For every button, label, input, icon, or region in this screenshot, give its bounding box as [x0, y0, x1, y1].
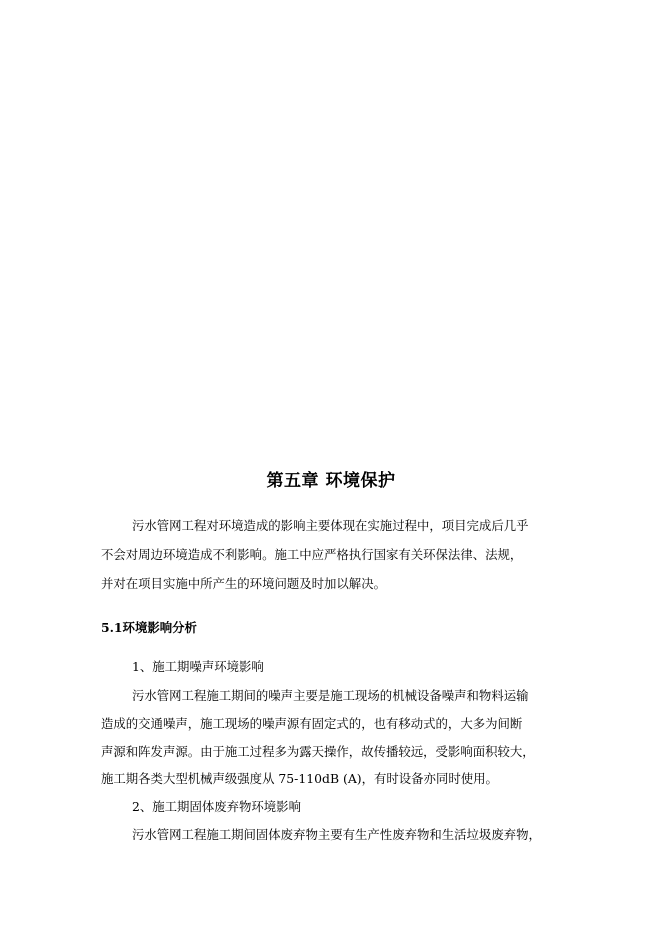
intro-line-2: 不会对周边环境造成不利影响。施工中应严格执行国家有关环保法律、法规， — [101, 547, 523, 562]
section-heading-5-1: 5.1环境影响分析 — [101, 620, 197, 635]
item-1-line-1: 污水管网工程施工期间的噪声主要是施工现场的机械设备噪声和物料运输 — [132, 688, 529, 703]
intro-line-1: 污水管网工程对环境造成的影响主要体现在实施过程中，项目完成后几乎 — [132, 518, 529, 533]
item-1-title: 1、施工期噪声环境影响 — [132, 659, 264, 674]
item-2-title: 2、施工期固体废弃物环境影响 — [132, 799, 301, 814]
item-1-line-4: 施工期各类大型机械声级强度从 75-110dB (A)，有时设备亦同时使用。 — [101, 771, 498, 786]
item-2-line-1: 污水管网工程施工期间固体废弃物主要有生产性废弃物和生活垃圾废弃物， — [132, 827, 541, 842]
intro-line-3: 并对在项目实施中所产生的环境问题及时加以解决。 — [101, 576, 386, 591]
item-1-line-3: 声源和阵发声源。由于施工过程多为露天操作，故传播较远，受影响面积较大， — [101, 744, 535, 759]
item-1-line-2: 造成的交通噪声，施工现场的噪声源有固定式的，也有移动式的，大多为间断 — [101, 716, 523, 731]
chapter-title: 第五章 环境保护 — [266, 471, 396, 491]
